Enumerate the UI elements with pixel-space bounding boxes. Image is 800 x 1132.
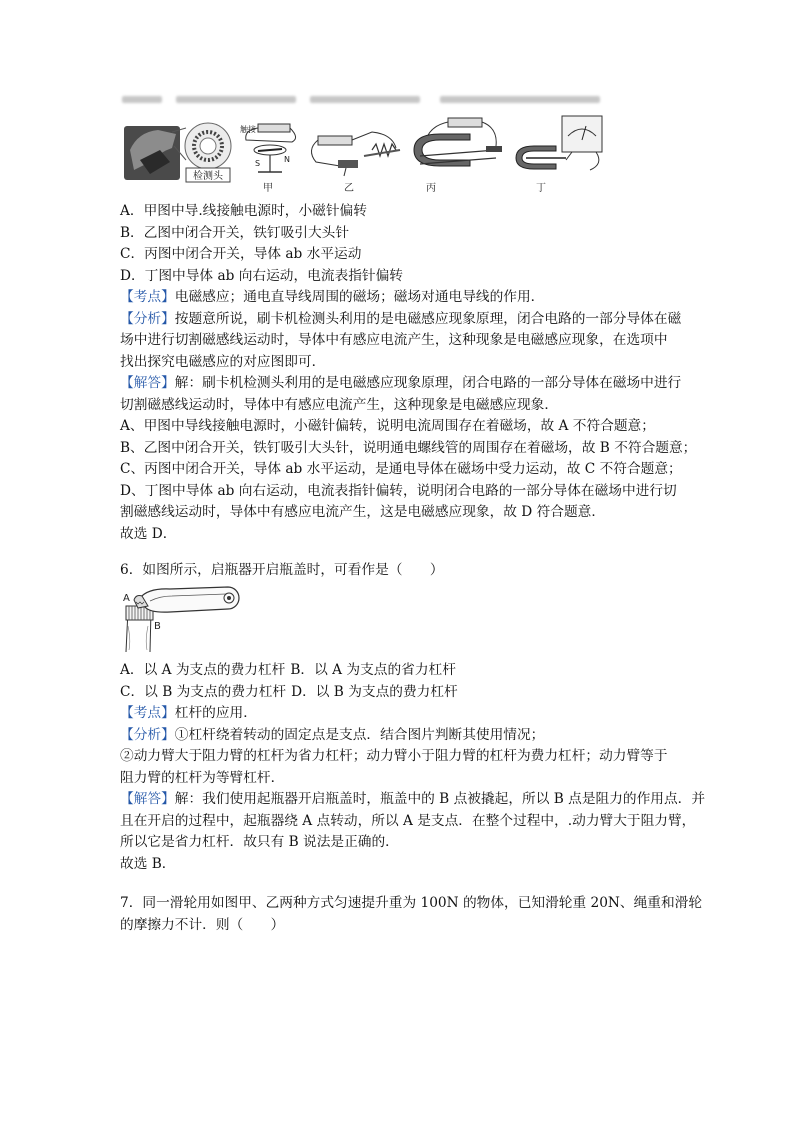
figure-ding (516, 116, 602, 170)
cropped-text-fragment (310, 96, 420, 103)
q6-jieda-line: 且在开启的过程中，起瓶器绕 A 点转动，所以 A 是支点．在整个过程中，.动力臂大于阻力臂， (120, 812, 696, 829)
q6-fenxi-line (120, 725, 720, 747)
probe-inset (185, 123, 231, 182)
jieda-label: 【解答】 (120, 791, 175, 807)
q7-stem-line: 的摩擦力不计．则（ ） (120, 916, 285, 933)
cropped-text-fragment (176, 96, 296, 103)
q6-fenxi-line: 阻力臂的杠杆为等臂杠杆． (120, 769, 285, 786)
figure-bing (414, 118, 502, 166)
q5-jieda-line: 割磁感线运动时，导体中有感应电流产生，这是电磁感应现象，故 D 符合题意． (120, 504, 606, 520)
kaodian-label: 【考点】 (120, 705, 175, 721)
q7-stem-line: 7．同一滑轮用如图甲、乙两种方式匀速提升重为 100N 的物体，已知滑轮重 20N、绳重和滑轮 (120, 895, 703, 911)
kaodian-text: 杠杆的应用． (174, 705, 257, 721)
pole-s-label: S (255, 159, 261, 168)
card-reader-photo (124, 126, 186, 180)
cropped-text-fragment (122, 96, 162, 103)
q6-jieda-line: 所以它是省力杠杆．故只有 B 说法是正确的． (120, 834, 399, 850)
q6-stem-block (120, 560, 720, 582)
figure-yi (311, 132, 400, 176)
touch-label: 触接 (240, 125, 256, 134)
fenxi-label: 【分析】 (120, 310, 175, 327)
q6-stem: 6．如图所示，启瓶器开启瓶盖时，可看作是（ ） (120, 562, 444, 578)
q6-block (120, 660, 720, 875)
q6-option-c: C．以 B 为支点的费力杠杆 (120, 683, 287, 700)
q5-option-b: B．乙图中闭合开关，铁钉吸引大头针 (120, 224, 350, 241)
q6-option-b: B．以 A 为支点的省力杠杆 (290, 662, 456, 678)
jieda-text: 解：我们使用起瓶器开启瓶盖时，瓶盖中的 B 点被撬起，所以 B 点是阻力的作用点．并 (174, 791, 706, 807)
q5-jieda-line: A、甲图中导线接触电源时，小磁针偏转，说明电流周围存在着磁场，故 A 不符合题意； (120, 418, 655, 434)
q5-option-a: A．甲图中导.线接触电源时，小磁针偏转 (120, 203, 367, 219)
q7-block (120, 893, 720, 936)
q6-option-a: A．以 A 为支点的费力杠杆 (120, 662, 286, 678)
opener-lever (134, 587, 239, 612)
q5-fenxi-line: 场中进行切割磁感线运动时，导体中有感应电流产生，这种现象是电磁感应现象，在选项中 (120, 332, 668, 348)
q5-jieda-line: C、丙图中闭合开关，导体 ab 水平运动，是通电导体在磁场中受力运动，故 C 不符合题意； (120, 461, 682, 477)
cropped-text-fragment (440, 96, 600, 103)
q5-jieda-line: D、丁图中导体 ab 向右运动，电流表指针偏转，说明闭合电路的一部分导体在磁场中进行切 (120, 482, 677, 499)
fenxi-text: ①杠杆绕着转动的固定点是支点．结合图片判断其使用情况； (174, 726, 545, 743)
q6-kaodian-line (120, 703, 720, 725)
jieda-label: 【解答】 (120, 375, 175, 391)
q6-option-d: D．以 B 为支点的费力杠杆 (291, 683, 458, 700)
pole-n-label: N (284, 155, 290, 164)
figure-label-jia: 甲 (263, 183, 273, 194)
q6-fenxi-line: ②动力臂大于阻力臂的杠杆为省力杠杆；动力臂小于阻力臂的杠杆为费力杠杆；动力臂等于 (120, 748, 668, 764)
bottle-opener-figure (118, 582, 246, 656)
q6-options-row-1 (120, 660, 720, 682)
q5-jieda-line (120, 373, 720, 395)
q5-answer: 故选 D． (120, 525, 177, 542)
point-a-label: A (123, 593, 130, 604)
figure-label-ding: 丁 (536, 183, 546, 194)
point-b-label: B (154, 621, 161, 632)
q5-option-d: D．丁图中导体 ab 向右运动，电流表指针偏转 (120, 267, 403, 284)
q5-fenxi-line (120, 309, 720, 331)
q5-option-c: C．丙图中闭合开关，导体 ab 水平运动 (120, 246, 362, 262)
fenxi-label: 【分析】 (120, 726, 175, 743)
kaodian-text: 电磁感应；通电直导线周围的磁场；磁场对通电导线的作用． (174, 289, 545, 305)
bottle-neck (126, 606, 153, 652)
figure-jia (240, 124, 296, 172)
kaodian-label: 【考点】 (120, 289, 175, 305)
probe-label: 检测头 (193, 171, 223, 182)
figure-label-yi: 乙 (344, 183, 354, 194)
jieda-text: 解：刷卡机检测头利用的是电磁感应现象原理，闭合电路的一部分导体在磁场中进行 (174, 375, 682, 391)
q5-fenxi-line: 找出探究电磁感应的对应图即可． (120, 353, 326, 370)
q5-block (120, 201, 720, 545)
q6-answer: 故选 B． (120, 855, 176, 872)
q5-kaodian-line (120, 287, 720, 309)
q5-jieda-line: 切割磁感线运动时，导体中有感应电流产生，这种现象是电磁感应现象． (120, 396, 559, 413)
q5-figure-strip (115, 110, 625, 200)
fenxi-text: 按题意所说，刷卡机检测头利用的是电磁感应现象原理，闭合电路的一部分导体在磁 (174, 310, 682, 327)
figure-label-bing: 丙 (426, 183, 436, 194)
q6-jieda-line (120, 789, 720, 811)
q6-options-row-2 (120, 682, 720, 704)
q5-jieda-line: B、乙图中闭合开关，铁钉吸引大头针，说明通电螺线管的周围存在着磁场，故 B 不符合题意； (120, 439, 697, 456)
